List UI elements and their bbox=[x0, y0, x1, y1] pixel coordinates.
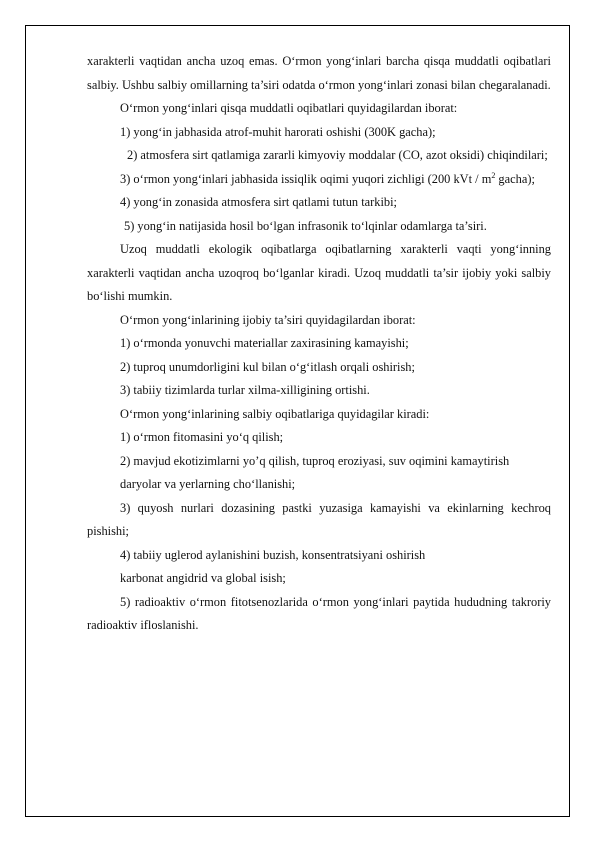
paragraph-negative-heading: O‘rmon yong‘inlarining salbiy oqibatlariga quyidagilar kiradi: bbox=[120, 406, 430, 421]
list-item-short-4: 4) yong‘in zonasida atmosfera sirt qatlami tutun tarkibi; bbox=[120, 195, 397, 209]
list-item-negative-2-cont: daryolar va yerlarning cho‘llanishi; bbox=[120, 477, 296, 491]
list-item-short-3-text: 3) o‘rmon yong‘inlari jabhasida issiqlik oqimi yuqori zichligi (200 kVt / m bbox=[120, 171, 492, 186]
superscript-2: 2 bbox=[491, 170, 496, 180]
list-item-negative-3: 3) quyosh nurlari dozasining pastki yuzasiga kamayishi va ekinlarning kechroq pishishi; bbox=[87, 500, 551, 538]
list-item-short-1: 1) yong‘in jabhasida atrof-muhit harorati oshishi (300K gacha); bbox=[120, 124, 436, 139]
list-item-short-3 bbox=[87, 168, 551, 192]
list-item-short-5: 5) yong‘in natijasida hosil bo‘lgan infrasonik to‘lqinlar odamlarga ta’siri. bbox=[124, 218, 487, 233]
paragraph-long-term: Uzoq muddatli ekologik oqibatlarga oqibatlarning xarakterli vaqti yong‘inning xarakterli vaqtidan ancha uzoqroq bo‘lganlar kiradi. Uzoq muddatli ta’sir ijobiy yoki salbiy bo‘lishi mumkin. bbox=[87, 242, 551, 303]
list-item-positive-1: 1) o‘rmonda yonuvchi materiallar zaxirasining kamayishi; bbox=[120, 336, 409, 350]
list-item-positive-2: 2) tuproq unumdorligini kul bilan o‘g‘itlash orqali oshirish; bbox=[120, 359, 415, 374]
paragraph-intro: xarakterli vaqtidan ancha uzoq emas. O‘rmon yong‘inlari barcha qisqa muddatli oqibatlari salbiy. Ushbu salbiy omillarning ta’siri odatda o‘rmon yong‘inlari zonasi bilan chegaralanadi. bbox=[87, 54, 551, 92]
list-item-negative-4-cont: karbonat angidrid va global isish; bbox=[120, 571, 286, 585]
list-item-negative-5: 5) radioaktiv o‘rmon fitotsenozlarida o‘rmon yong‘inlari paytida hududning takroriy radioaktiv ifloslanishi. bbox=[87, 594, 551, 632]
list-item-short-3-tail: gacha); bbox=[495, 171, 535, 186]
paragraph-positive-heading: O‘rmon yong‘inlarining ijobiy ta’siri quyidagilardan iborat: bbox=[120, 312, 416, 327]
list-item-short-2: 2) atmosfera sirt qatlamiga zararli kimyoviy moddalar (CO, azot oksidi) chiqindilari; bbox=[127, 148, 548, 162]
list-item-negative-2: 2) mavjud ekotizimlarni yo’q qilish, tuproq eroziyasi, suv oqimini kamaytirish bbox=[120, 453, 510, 468]
list-item-positive-3: 3) tabiiy tizimlarda turlar xilma-xilligining ortishi. bbox=[120, 383, 370, 397]
list-item-negative-1: 1) o‘rmon fitomasini yo‘q qilish; bbox=[120, 430, 284, 444]
paragraph-short-term-heading: O‘rmon yong‘inlari qisqa muddatli oqibatlari quyidagilardan iborat: bbox=[120, 101, 458, 115]
document-body bbox=[87, 50, 551, 638]
list-item-negative-4: 4) tabiiy uglerod aylanishini buzish, konsentratsiyani oshirish bbox=[120, 547, 426, 562]
